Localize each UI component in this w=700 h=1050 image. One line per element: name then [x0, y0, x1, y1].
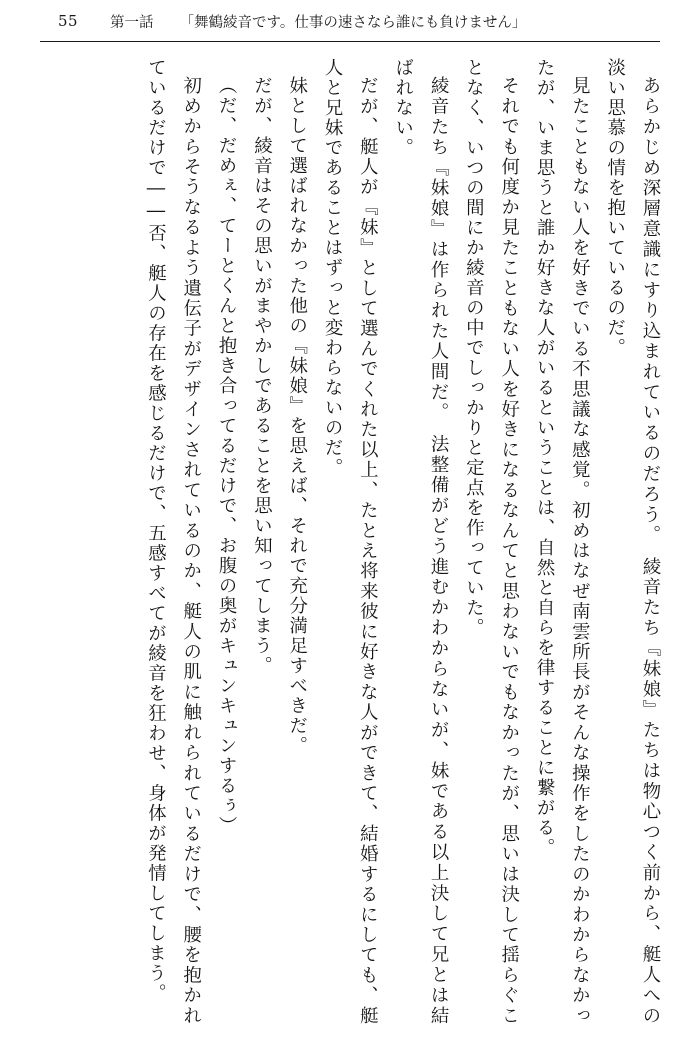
- paragraph: だが、艇人が『妹』として選んでくれた以上、たとえ将来彼に好きな人ができて、結婚するにしても、艇人と兄妹であることはずっと変わらないのだ。: [322, 58, 379, 1026]
- header-divider: [40, 41, 660, 42]
- paragraph: 初めからそうなるよう遺伝子がデザインされているのか、艇人の肌に触れられているだけで、腰を抱かれているだけで――否、艇人の存在を感じるだけで、五感すべてが綾音を狂わせ、身体が発情してしまう。: [145, 58, 202, 1026]
- paragraph: あらかじめ深層意識にすり込まれているのだろう。 綾音たち『妹娘』たちは物心つく前から、艇人への淡い思慕の情を抱いているのだ。: [604, 58, 661, 1026]
- body-text: [36, 58, 668, 1026]
- paragraph: （だ、だめぇ、てーとくんと抱き合ってるだけで、お腹の奥がキュンキュンするぅ）: [216, 76, 238, 837]
- running-title: 「舞鶴綾音です。仕事の速さなら誰にも負けません」: [179, 14, 527, 31]
- paragraph: だが、綾音はその思いがまやかしであることを思い知ってしまう。: [251, 76, 273, 677]
- paragraph: 見たこともない人を好きでいる不思議な感覚。初めはなぜ南雲所長がそんな操作をしたのかわからなかったが、いま思うと誰か好きな人がいるということは、自然と自らを律することに繋がる。: [534, 58, 591, 1026]
- paragraph: 綾音たち『妹娘』は作られた人間だ。 法整備がどう進むかわからないが、妹である以上決して兄とは結ばれない。: [392, 58, 450, 1026]
- paragraph: 妹として選ばれなかった他の『妹娘』を思えば、それで充分満足すべきだ。: [286, 76, 308, 757]
- page-number: 55: [58, 12, 79, 30]
- chapter-label: 第一話: [110, 14, 154, 31]
- paragraph: それでも何度か見たこともない人を好きになるなんてと思わないでもなかったが、思いは決して揺らぐことなく、いつの間にか綾音の中でしっかりと定点を作っていた。: [463, 58, 520, 1026]
- running-header: [0, 0, 700, 42]
